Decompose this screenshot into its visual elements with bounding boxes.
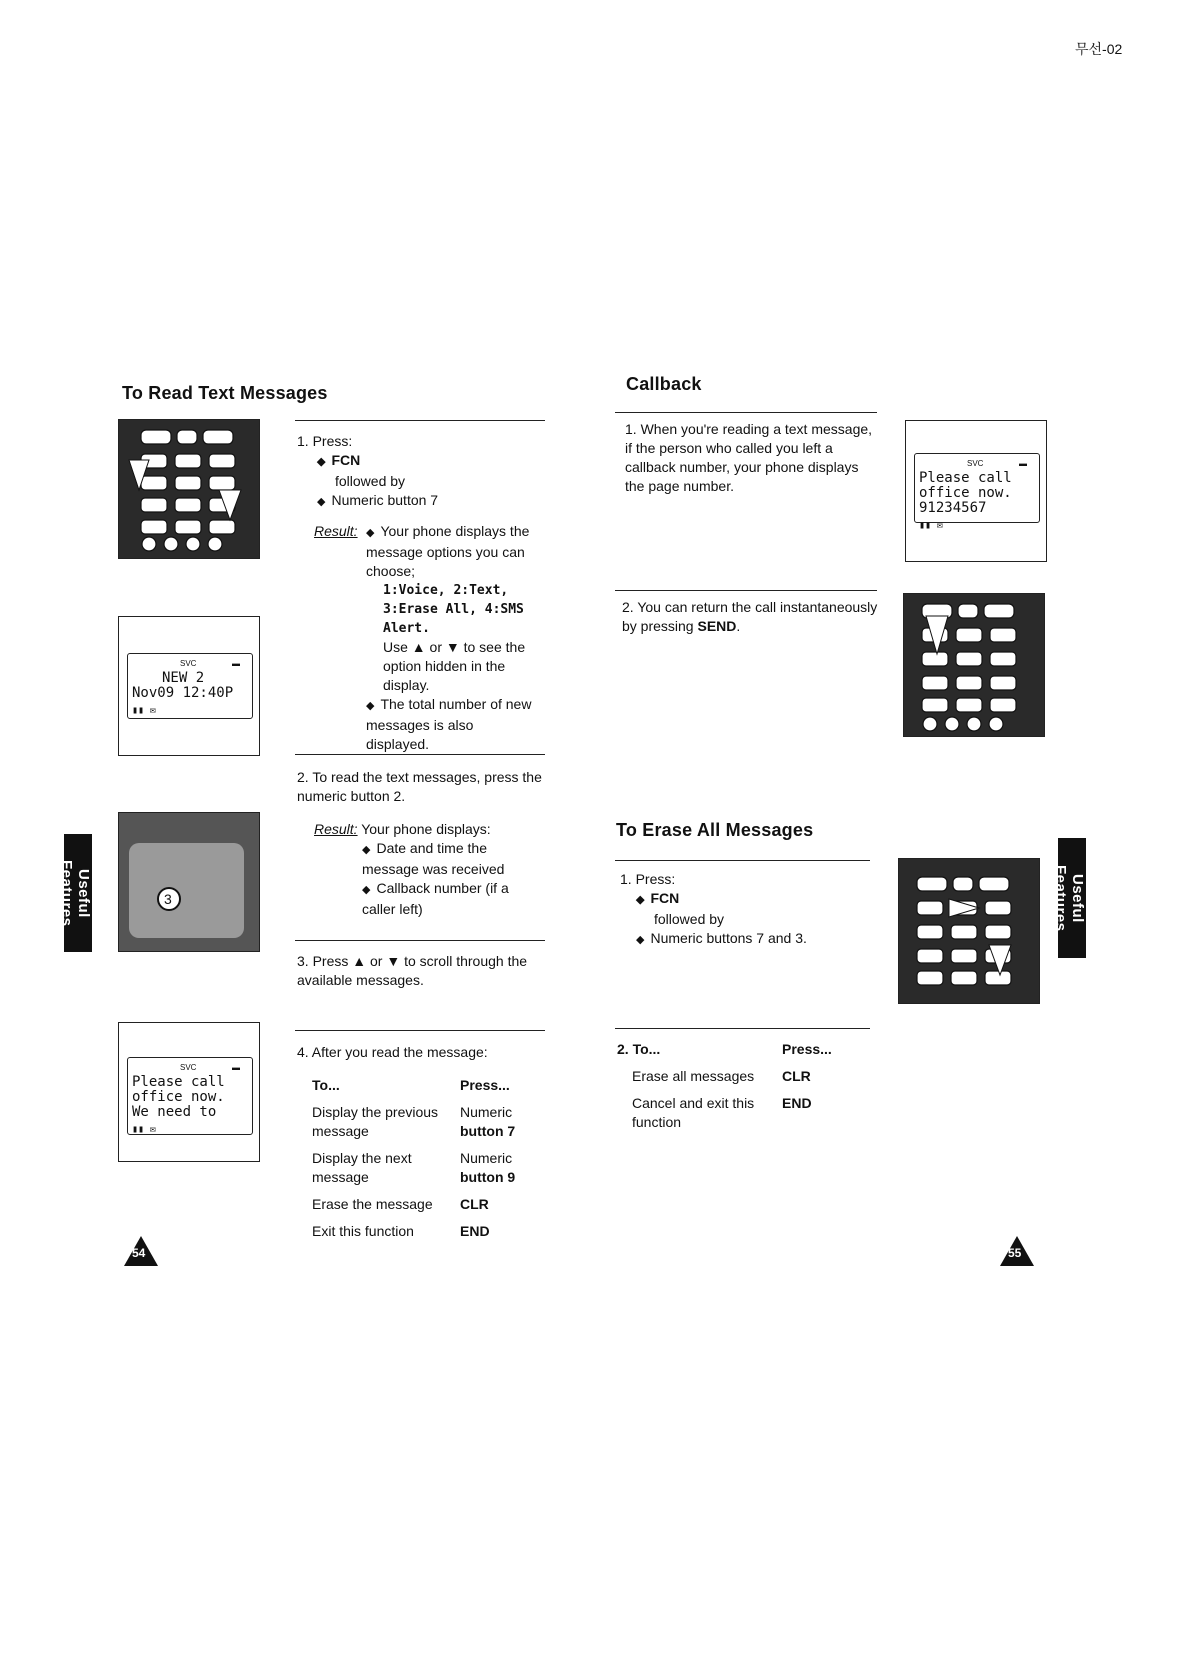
lcd-line: Please call — [132, 1074, 225, 1090]
row-press: END — [782, 1095, 812, 1111]
lcd-callback: SVC ▬ Please call office now. 91234567 ▮▮ ✉ — [914, 453, 1040, 523]
display-frame — [118, 616, 260, 756]
step4-lead: 4. After you read the message: — [297, 1044, 488, 1060]
keypad-illustration — [898, 858, 1040, 1004]
numeric-7-3: ◆ Numeric buttons 7 and 3. — [636, 929, 880, 950]
lcd-new-messages: SVC ▬ NEW 2 Nov09 12:40P ▮▮ ✉ — [127, 653, 253, 719]
row-to: Display the previous message — [312, 1104, 439, 1139]
scroll-hint: Use ▲ or ▼ to see the option hidden in the display. — [383, 639, 526, 693]
row-to: Erase all messages — [632, 1068, 755, 1084]
phone-button-3-icon — [119, 813, 259, 951]
result-text: Your phone displays: — [361, 821, 491, 837]
svg-text:3: 3 — [164, 891, 172, 907]
keypad-illustration — [903, 593, 1045, 737]
rule — [615, 590, 877, 591]
row-to: Cancel and exit this function — [632, 1095, 755, 1130]
row-press: CLR — [460, 1196, 489, 1212]
rule — [295, 754, 545, 755]
row-press: CLR — [782, 1068, 811, 1084]
lcd-line: office now. — [132, 1089, 225, 1105]
send-key-label: SEND — [697, 618, 737, 634]
erase-step2 — [617, 1040, 877, 1132]
row-to: Erase the message — [312, 1196, 433, 1212]
step1-lead: 1. Press: — [297, 433, 353, 449]
result-label: Result: — [314, 821, 358, 837]
result-bullet-date: ◆ Date and time the message was received — [362, 839, 532, 879]
keypad-keys-icon — [119, 420, 259, 558]
phone-photo-illustration — [118, 812, 260, 952]
rule — [295, 420, 545, 421]
callback-title: Callback — [626, 374, 702, 394]
step1-block — [297, 432, 547, 512]
lcd-status-icons: ▮▮ ✉ — [132, 1124, 157, 1135]
row-press: Numeric button 7 — [460, 1104, 516, 1139]
read-messages-title: To Read Text Messages — [122, 383, 328, 403]
page-number-right: 55 — [1000, 1236, 1034, 1266]
followed-by: followed by — [335, 473, 406, 489]
keypad-send-icon — [904, 594, 1044, 736]
col-to-header: 2. To... — [617, 1041, 661, 1057]
side-tab-right: Useful Features — [1058, 838, 1086, 958]
page-number-left: 54 — [124, 1236, 158, 1266]
rule — [615, 1028, 870, 1029]
lcd-line: 91234567 — [919, 500, 987, 516]
callback-step2: 2. You can return the call instantaneously by pressing SEND. — [622, 599, 878, 634]
lcd-status-icons: ▮▮ ✉ — [132, 705, 157, 716]
row-to: Display the next message — [312, 1150, 412, 1185]
result-label: Result: — [314, 523, 358, 539]
lcd-line: office now. — [919, 485, 1012, 501]
result-bullet-callback: ◆ Callback number (if a caller left) — [362, 879, 532, 919]
lcd-line: NEW 2 — [162, 670, 205, 686]
step1-result — [314, 522, 546, 754]
step2-lead: 2. To read the text messages, press the numeric button 2. — [297, 769, 542, 804]
callback-step1: 1. When you're reading a text message, if the person who called you left a callback number, your phone displays the page number. — [625, 421, 873, 494]
lcd-line: Nov09 12:40P — [132, 685, 234, 701]
display-frame — [905, 420, 1047, 562]
keypad-illustration — [118, 419, 260, 559]
rule — [615, 412, 877, 413]
result-a: ◆ Your phone displays the message options you can choose; — [366, 522, 536, 581]
fcn-key-label: ◆ FCN — [317, 451, 547, 472]
lcd-status-icons: ▮▮ ✉ — [919, 520, 944, 531]
side-tab-left: Useful Features — [64, 834, 92, 952]
row-to: Exit this function — [312, 1223, 414, 1239]
erase-all-title: To Erase All Messages — [616, 820, 814, 840]
step4-block — [297, 1043, 557, 1241]
options-list: 1:Voice, 2:Text, 3:Erase All, 4:SMS Alert. — [383, 583, 524, 636]
result-b: ◆ The total number of new messages is also displayed. — [366, 695, 536, 754]
fcn-key-label: ◆ FCN — [636, 889, 880, 910]
erase-step1: 1. Press: ◆ FCN followed by ◆ Numeric buttons 7 and 3. — [620, 870, 880, 950]
step2-result — [314, 820, 549, 919]
step3-text: 3. Press ▲ or ▼ to scroll through the available messages. — [297, 953, 528, 988]
lcd-line: Please call — [919, 470, 1012, 486]
rule — [295, 1030, 545, 1031]
lcd-line: We need to — [132, 1104, 217, 1120]
lcd-message: SVC ▬ Please call office now. We need to ▮▮ ✉ — [127, 1057, 253, 1135]
col-to-header: To... — [312, 1077, 340, 1093]
col-press-header: Press... — [782, 1041, 832, 1057]
numeric-7: ◆ Numeric button 7 — [317, 491, 547, 512]
row-press: Numeric button 9 — [460, 1150, 516, 1185]
row-press: END — [460, 1223, 490, 1239]
rule — [295, 940, 545, 941]
corner-mark: 무선-02 — [1075, 41, 1123, 57]
col-press-header: Press... — [460, 1077, 510, 1093]
rule — [615, 860, 870, 861]
display-frame — [118, 1022, 260, 1162]
keypad-fcn-icon — [899, 859, 1039, 1003]
